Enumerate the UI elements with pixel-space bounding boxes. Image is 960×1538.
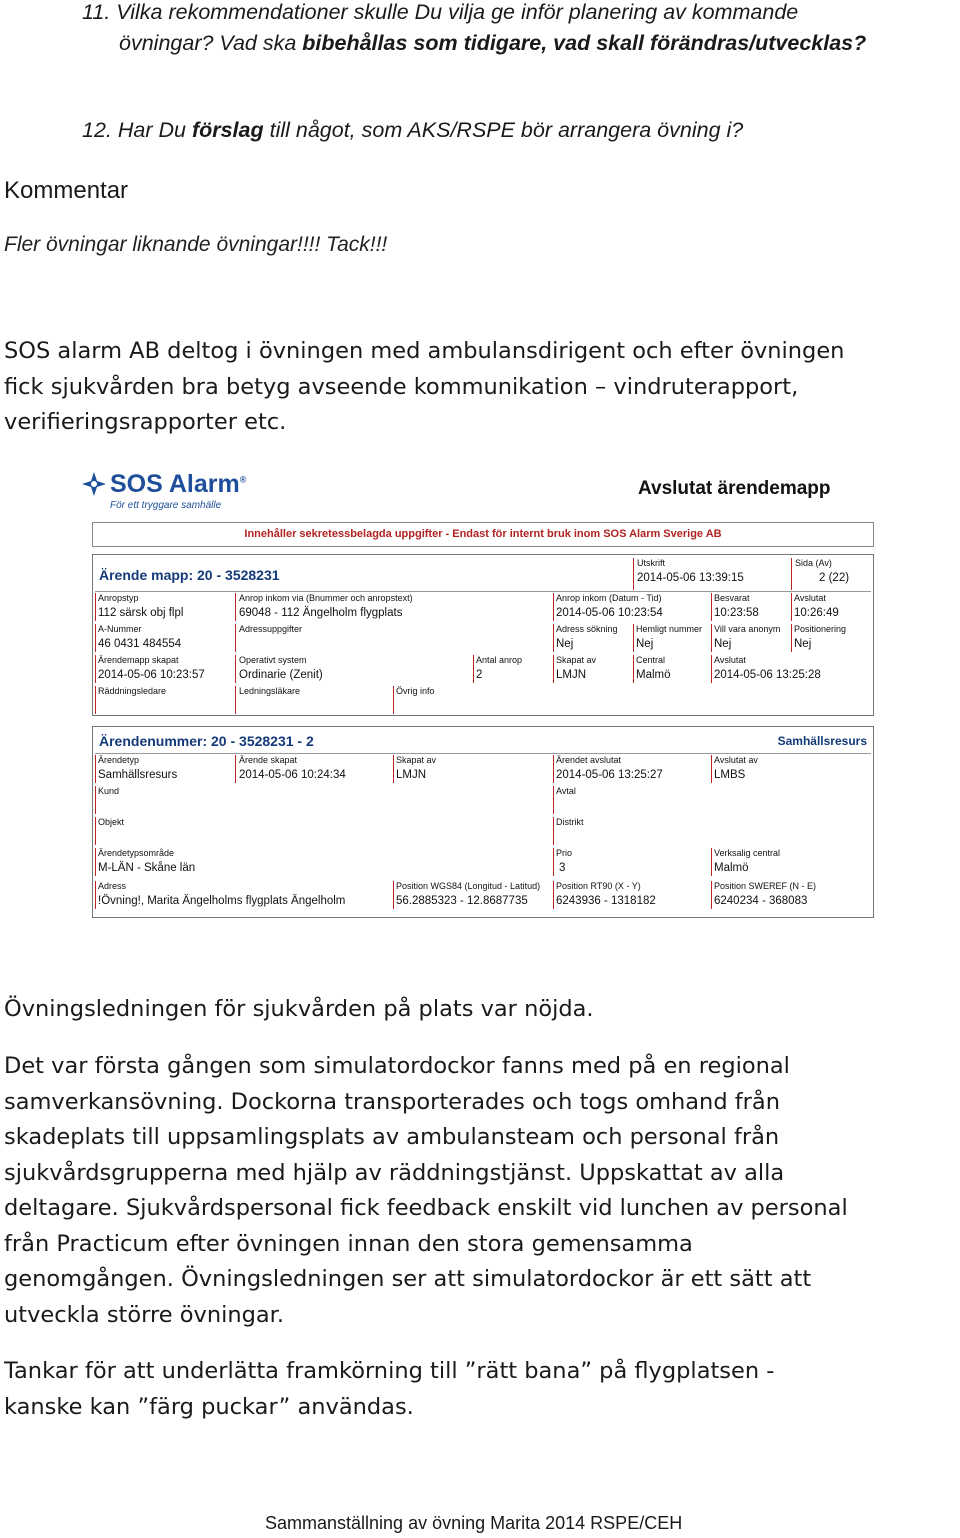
sos-logo-icon [82,472,106,496]
call-type-value: 112 särsk obj flpl [98,607,184,619]
contract-label: Avtal [556,786,576,796]
operating-central-value: Malmö [714,862,749,874]
a-number-value: 46 0431 484554 [98,638,182,650]
page-footer: Sammanställning av övning Marita 2014 RSPE/CEH [265,1513,683,1533]
print-value: 2014-05-06 13:39:15 [637,572,744,584]
comment-heading: Kommentar [4,177,129,204]
call-received-label: Anrop inkom (Datum - Tid) [556,593,662,603]
operative-system-value: Ordinarie (Zenit) [239,669,323,681]
paragraph-satisfied: Övningsledningen för sjukvården på plats var nöjda. [4,996,594,1022]
case-number-heading: Ärendenummer: 20 - 3528231 - 2 [99,733,314,749]
closed-by-label: Avslutat av [714,755,758,765]
address-search-value: Nej [556,638,574,650]
report-image [78,464,878,920]
case-type-heading: Samhällsresurs [777,734,867,748]
call-type-label: Anropstyp [98,593,139,603]
closed-at-value: 2014-05-06 13:25:28 [714,669,821,681]
paragraph-runway-ideas: Tankar för att underlätta framkörning till ”rätt bana” på flygplatsen - kanske kan ”färg puckar” användas. [4,1358,775,1420]
paragraph-simulator-dolls: Det var första gången som simulatordockor fanns med på en regional samverkansövning. Dockorna transporterades och togs omhand från skadeplats till uppsamlingsplats av ambulansteam och personal från sjukvårdsgrupperna med hjälp av räddningstjänst. Uppskattat av alla deltagare. Sjukvårdspersonal fick feedback enskilt vid lunchen av personal från Practicum efter övningen innan den stora gemensamma genomgången. Övningsledningen ser att simulatordockor är ett sätt att utveckla större övningar. [4,1053,848,1328]
call-count-value: 2 [476,669,483,681]
operative-system-label: Operativt system [239,655,307,665]
case-created-by-value: LMJN [396,769,427,781]
case-closed-value: 2014-05-06 13:25:27 [556,769,663,781]
secret-number-label: Hemligt nummer [636,624,703,634]
logo-tagline: För ett tryggare samhälle [110,500,222,511]
customer-label: Kund [98,786,120,796]
address-label: Adress [98,881,127,891]
positioning-label: Positionering [794,624,847,634]
call-received-value: 2014-05-06 10:23:54 [556,607,663,619]
wgs84-label: Position WGS84 (Longitud - Latitud) [396,881,541,891]
folder-created-label: Ärendemapp skapat [98,655,179,665]
address-value: !Övning!, Marita Ängelholms flygplats Ängelholm [98,895,346,907]
question-12: 12. Har Du förslag till något, som AKS/RSPE bör arrangera övning i? [82,118,744,142]
operating-central-label: Verksalig central [714,848,781,858]
case-type-label: Ärendetyp [98,755,140,765]
central-label: Central [636,655,666,665]
closed-value: 10:26:49 [794,607,839,619]
anonymous-label: Vill vara anonym [714,624,781,634]
area-value: M-LÄN - Skåne län [98,862,196,874]
print-label: Utskrift [637,558,665,568]
closed-by-value: LMBS [714,769,746,781]
address-search-label: Adress sökning [556,624,618,634]
call-source-label: Anrop inkom via (Bnummer och anropstext) [239,593,413,603]
object-label: Objekt [98,817,125,827]
rt90-label: Position RT90 (X - Y) [556,881,641,891]
created-by-value: LMJN [556,669,587,681]
question-11-line2: övningar? Vad ska bibehållas som tidigare, vad skall förändras/utvecklas? [119,31,867,55]
report-title: Avslutat ärendemapp [638,478,831,499]
area-label: Ärendetypsområde [98,848,175,858]
case-section [92,726,874,918]
medical-lead-label: Ledningsläkare [239,686,301,696]
a-number-label: A-Nummer [98,624,142,634]
case-created-value: 2014-05-06 10:24:34 [239,769,346,781]
case-closed-label: Ärendet avslutat [556,755,622,765]
rescue-leader-label: Räddningsledare [98,686,167,696]
call-count-label: Antal anrop [476,655,523,665]
district-label: Distrikt [556,817,584,827]
page-value: 2 (22) [819,572,850,584]
comment-answer: Fler övningar liknande övningar!!!! Tack!!! [4,233,388,256]
wgs84-value: 56.2885323 - 12.8687735 [396,895,528,907]
created-by-label: Skapat av [556,655,597,665]
priority-value: 3 [559,862,566,874]
folder-created-value: 2014-05-06 10:23:57 [98,669,205,681]
confidential-banner: Innehåller sekretessbelagda uppgifter - Endast för internt bruk inom SOS Alarm Sverige AB [92,522,874,547]
paragraph-sos-alarm: SOS alarm AB deltog i övningen med ambulansdirigent och efter övningen fick sjukvården bra betyg avseende kommunikation – vindruterapport, verifieringsrapporter etc. [4,338,845,435]
central-value: Malmö [636,669,671,681]
answered-value: 10:23:58 [714,607,759,619]
other-info-label: Övrig info [396,686,435,696]
secret-number-value: Nej [636,638,654,650]
call-source-value: 69048 - 112 Ängelholm flygplats [239,607,403,619]
case-folder-heading: Ärende mapp: 20 - 3528231 [99,567,280,583]
sweref-value: 6240234 - 368083 [714,895,808,907]
case-created-label: Ärende skapat [239,755,298,765]
closed-label: Avslutat [794,593,826,603]
closed-at-label: Avslutat [714,655,746,665]
priority-label: Prio [556,848,573,858]
logo-name: SOS Alarm® [110,470,247,498]
case-created-by-label: Skapat av [396,755,437,765]
case-type-value: Samhällsresurs [98,769,178,781]
case-folder-section [92,554,874,716]
page-label: Sida (Av) [795,558,832,568]
rt90-value: 6243936 - 1318182 [556,895,656,907]
answered-label: Besvarat [714,593,750,603]
sweref-label: Position SWEREF (N - E) [714,881,817,891]
positioning-value: Nej [794,638,812,650]
question-11-line1: 11. Vilka rekommendationer skulle Du vilja ge inför planering av kommande [82,0,799,24]
address-info-label: Adressuppgifter [239,624,303,634]
anonymous-value: Nej [714,638,732,650]
